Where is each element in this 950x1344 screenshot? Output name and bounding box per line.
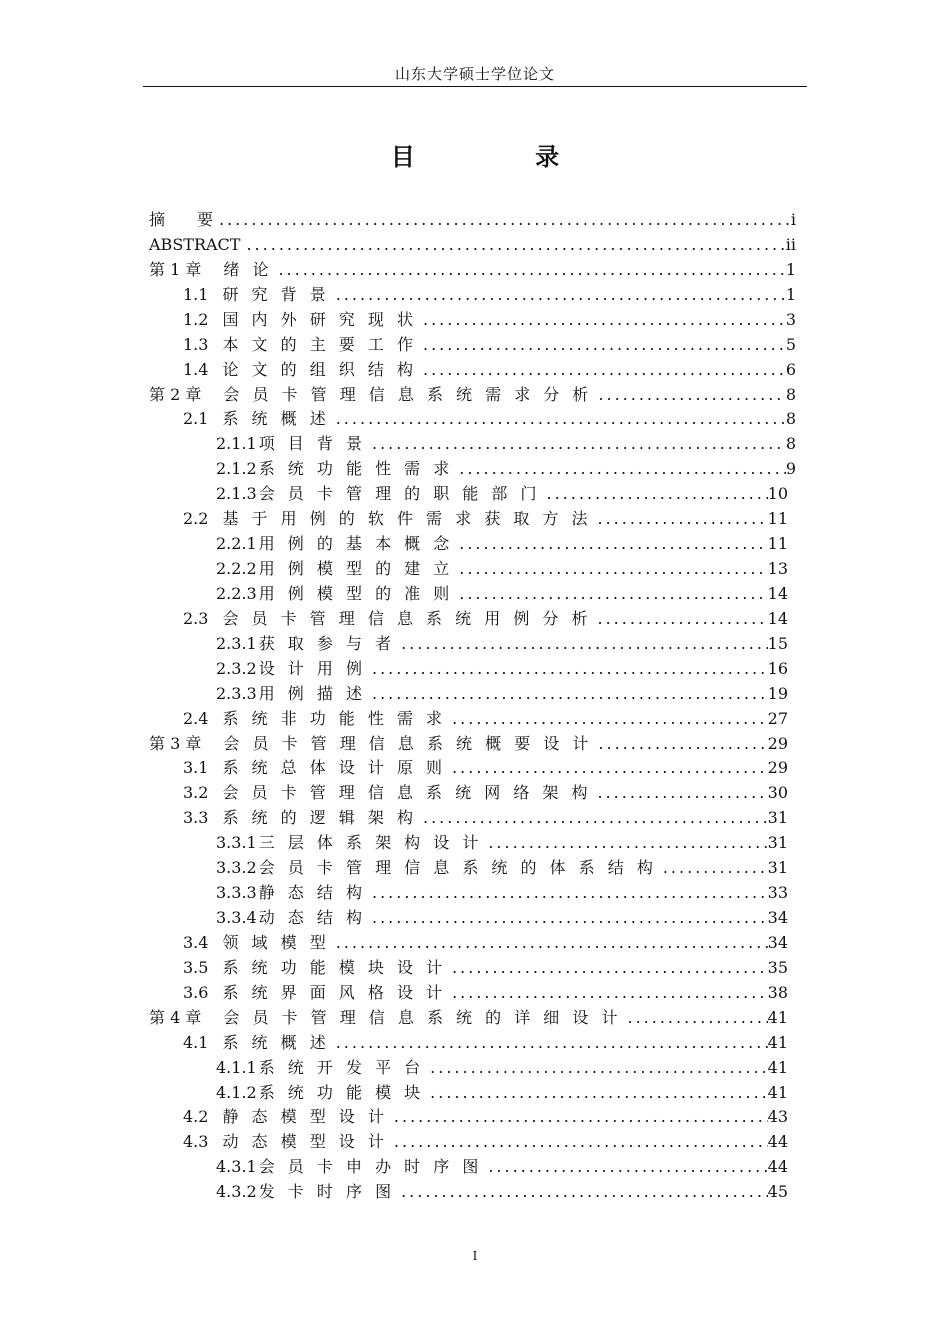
toc-page-number: 44	[767, 1132, 788, 1152]
toc-entry-label	[216, 632, 395, 656]
toc-entry-text: 系 统 功 能 模 块	[258, 1082, 425, 1102]
toc-entry-number: 1.2	[183, 309, 209, 329]
toc-page-number: 34	[767, 932, 788, 952]
footer-page-number: I	[472, 1249, 478, 1263]
toc-entry-label	[183, 308, 417, 332]
toc-dot-leader	[453, 532, 767, 556]
toc-dot-leader	[388, 1105, 768, 1129]
toc-entry-number: 3.4	[183, 932, 209, 952]
toc-entry-number: 1.4	[183, 359, 209, 379]
toc-dot-leader	[388, 1130, 768, 1154]
toc-entry-label	[183, 1130, 388, 1154]
toc-entry-number: 3.3.3	[216, 883, 257, 903]
toc-entry-label	[183, 781, 592, 805]
toc-entry-label	[216, 1081, 424, 1105]
toc-entry[interactable]	[216, 557, 788, 581]
toc-entry-number: 4.1.2	[216, 1082, 257, 1102]
toc-entry-text: 会 员 卡 管 理 信 息 系 统 用 例 分 析	[222, 608, 592, 628]
toc-entry[interactable]	[183, 781, 788, 805]
toc-entry[interactable]	[183, 308, 796, 332]
toc-entry-number: 1.3	[183, 334, 209, 354]
toc-entry-label	[183, 956, 446, 980]
toc-entry-label	[183, 931, 330, 955]
toc-page-number: 10	[767, 484, 788, 504]
toc-entry[interactable]	[216, 831, 788, 855]
toc-entry-text: 设 计 用 例	[258, 658, 366, 678]
toc-page-number: 6	[785, 359, 796, 379]
toc-entry-label	[216, 657, 366, 681]
toc-dot-leader	[592, 507, 768, 531]
toc-page-number: 9	[785, 459, 796, 479]
toc-entry[interactable]	[149, 258, 796, 282]
toc-dot-leader	[417, 806, 768, 830]
toc-entry-text: 静 态 结 构	[258, 883, 366, 903]
toc-entry-label	[216, 831, 482, 855]
toc-entry[interactable]	[216, 881, 788, 905]
toc-entry-number: 3.2	[183, 783, 209, 803]
toc-dot-leader	[395, 632, 768, 656]
toc-entry-number: 第 3 章	[149, 733, 202, 753]
toc-entry[interactable]	[216, 1081, 788, 1105]
toc-dot-leader	[330, 283, 786, 307]
toc-page-number: 1	[785, 259, 796, 279]
toc-page-number: 14	[767, 583, 788, 603]
toc-entry-label	[216, 1155, 482, 1179]
toc-entry[interactable]	[183, 1031, 788, 1055]
toc-entry[interactable]	[149, 1006, 788, 1030]
toc-entry[interactable]	[216, 632, 788, 656]
toc-entry[interactable]	[149, 383, 796, 407]
toc-dot-leader	[395, 1180, 768, 1204]
toc-dot-leader	[424, 1081, 767, 1105]
toc-dot-leader	[446, 981, 768, 1005]
toc-entry-number: 2.1.2	[216, 459, 257, 479]
toc-entry-text: 发 卡 时 序 图	[258, 1182, 396, 1202]
toc-entry-label	[183, 707, 446, 731]
toc-entry-number: 2.3.1	[216, 633, 257, 653]
toc-entry[interactable]	[183, 607, 788, 631]
toc-entry-label	[183, 507, 592, 531]
toc-page-number: 11	[767, 534, 788, 554]
toc-entry-number: 2.1.1	[216, 434, 257, 454]
toc-page-number: 31	[767, 808, 788, 828]
toc-entry[interactable]	[149, 732, 788, 756]
toc-entry-text: 用 例 描 述	[258, 683, 366, 703]
toc-entry-label	[183, 806, 417, 830]
toc-entry[interactable]	[183, 806, 788, 830]
toc-dot-leader	[330, 407, 786, 431]
toc-entry-label	[149, 208, 213, 232]
toc-entry-number: 2.3	[183, 608, 209, 628]
toc-entry-label	[183, 607, 592, 631]
toc-dot-leader	[213, 208, 791, 232]
toc-entry-label	[149, 1006, 621, 1030]
toc-entry-text: 用 例 的 基 本 概 念	[258, 534, 454, 554]
toc-entry[interactable]	[216, 432, 796, 456]
toc-entry-text: 会 员 卡 管 理 信 息 系 统 的 体 系 结 构	[258, 858, 657, 878]
toc-entry-text: 系 统 开 发 平 台	[258, 1057, 425, 1077]
toc-page-number: 8	[785, 384, 796, 404]
toc-entry-text: 系 统 界 面 风 格 设 计	[222, 982, 447, 1002]
toc-entry-label	[183, 358, 417, 382]
toc-entry[interactable]	[183, 707, 788, 731]
toc-entry-number: 2.4	[183, 708, 209, 728]
toc-dot-leader	[541, 482, 768, 506]
toc-entry-number: 3.3.1	[216, 833, 257, 853]
toc-entry-number: 2.2	[183, 509, 209, 529]
toc-entry[interactable]	[216, 657, 788, 681]
toc-page-number: 29	[767, 758, 788, 778]
toc-entry-label	[149, 732, 592, 756]
toc-dot-leader	[272, 258, 785, 282]
toc-entry-number: 3.1	[183, 758, 209, 778]
toc-dot-leader	[417, 358, 786, 382]
toc-entry-number: 4.1.1	[216, 1057, 257, 1077]
toc-entry-text: 摘 要	[149, 210, 214, 229]
toc-entry-number: 3.6	[183, 982, 209, 1002]
toc-entry-text: 动 态 结 构	[258, 908, 366, 928]
toc-page-number: 35	[767, 957, 788, 977]
toc-entry-text: 系 统 功 能 模 块 设 计	[222, 957, 447, 977]
toc-entry-text: 用 例 模 型 的 准 则	[258, 583, 454, 603]
toc-dot-leader	[446, 956, 768, 980]
toc-entry-number: 3.3	[183, 808, 209, 828]
toc-entry-number: 3.5	[183, 957, 209, 977]
toc-entry-number: 4.3	[183, 1132, 209, 1152]
toc-entry-text: 获 取 参 与 者	[258, 633, 396, 653]
toc-entry-text: 三 层 体 系 架 构 设 计	[258, 833, 483, 853]
toc-dot-leader	[366, 432, 786, 456]
toc-entry[interactable]	[216, 482, 788, 506]
toc-entry-label	[183, 1105, 388, 1129]
toc-page-number: 3	[785, 309, 796, 329]
toc-entry-label	[216, 1180, 395, 1204]
toc-entry-label	[216, 881, 366, 905]
toc-entry-label	[149, 233, 240, 257]
toc-entry-number: 第 2 章	[149, 384, 202, 404]
toc-entry-number: 2.3.2	[216, 658, 257, 678]
toc-page-number: 19	[767, 683, 788, 703]
toc-entry-text: 系 统 的 逻 辑 架 构	[222, 808, 417, 828]
toc-entry[interactable]	[183, 358, 796, 382]
toc-entry-label	[149, 383, 592, 407]
toc-entry-label	[216, 482, 541, 506]
toc-page-number: 43	[767, 1107, 788, 1127]
toc-entry-text: 领 域 模 型	[222, 932, 330, 952]
toc-entry[interactable]	[216, 1155, 788, 1179]
toc-entry-text: 会 员 卡 管 理 信 息 系 统 概 要 设 计	[223, 733, 593, 753]
toc-entry[interactable]	[183, 333, 796, 357]
toc-entry-number: 2.1.3	[216, 484, 257, 504]
toc-entry[interactable]	[216, 582, 788, 606]
toc-entry-label	[216, 856, 657, 880]
toc-page-number: 1	[785, 284, 796, 304]
toc-page-number: 44	[767, 1157, 788, 1177]
toc-entry-number: 4.1	[183, 1032, 209, 1052]
toc-dot-leader	[424, 1056, 767, 1080]
toc-dot-leader	[417, 308, 786, 332]
toc-title: 目 录	[390, 143, 616, 171]
toc-entry-number: 3.3.4	[216, 908, 257, 928]
toc-page-number: 16	[767, 658, 788, 678]
toc-dot-leader	[592, 383, 785, 407]
toc-page-number: ii	[785, 234, 796, 254]
toc-dot-leader	[592, 607, 768, 631]
toc-entry[interactable]	[183, 756, 788, 780]
toc-entry-label	[149, 258, 272, 282]
toc-entry-text: 系 统 非 功 能 性 需 求	[222, 708, 447, 728]
toc-dot-leader	[366, 881, 768, 905]
toc-entry-text: 项 目 背 景	[258, 434, 366, 454]
toc-entry[interactable]	[183, 507, 788, 531]
toc-entry-number: 2.2.3	[216, 583, 257, 603]
toc-dot-leader	[446, 707, 768, 731]
toc-entry[interactable]	[216, 1180, 788, 1204]
toc-entry-label	[183, 981, 446, 1005]
toc-page-number: 5	[785, 334, 796, 354]
toc-page-number: 8	[785, 409, 796, 429]
toc-entry-number: 4.3.1	[216, 1157, 257, 1177]
toc-entry-text: 会 员 卡 管 理 的 职 能 部 门	[258, 484, 541, 504]
toc-page-number: 14	[767, 608, 788, 628]
toc-entry-label	[183, 333, 417, 357]
toc-entry-label	[216, 532, 453, 556]
toc-entry-label	[216, 557, 453, 581]
toc-dot-leader	[330, 1031, 768, 1055]
toc-entry-text: 会 员 卡 管 理 信 息 系 统 需 求 分 析	[223, 384, 593, 404]
toc-dot-leader	[446, 756, 768, 780]
toc-entry-number: 第 1 章	[149, 259, 202, 279]
toc-entry-label	[183, 407, 330, 431]
toc-entry[interactable]	[183, 1130, 788, 1154]
toc-page-number: 41	[767, 1057, 788, 1077]
toc-entry-text: 本 文 的 主 要 工 作	[222, 334, 417, 354]
toc-dot-leader	[657, 856, 768, 880]
toc-dot-leader	[482, 1155, 767, 1179]
toc-entry[interactable]	[216, 1056, 788, 1080]
toc-entry-text: 基 于 用 例 的 软 件 需 求 获 取 方 法	[222, 509, 592, 529]
toc-entry-number: 2.1	[183, 409, 209, 429]
toc-page-number: 15	[767, 633, 788, 653]
toc-entry-label	[183, 1031, 330, 1055]
toc-dot-leader	[621, 1006, 767, 1030]
toc-page-number: 30	[767, 783, 788, 803]
toc-entry-text: 绪 论	[223, 259, 273, 279]
toc-entry[interactable]	[216, 532, 788, 556]
toc-entry-text: 会 员 卡 申 办 时 序 图	[258, 1157, 483, 1177]
toc-entry-text: 会 员 卡 管 理 信 息 系 统 的 详 细 设 计	[223, 1007, 622, 1027]
toc-dot-leader	[330, 931, 768, 955]
toc-page-number: 41	[767, 1007, 788, 1027]
toc-entry-label	[183, 756, 446, 780]
toc-page-number: 29	[767, 733, 788, 753]
toc-entry-number: 1.1	[183, 284, 209, 304]
toc-dot-leader	[240, 233, 785, 257]
toc-entry[interactable]	[149, 208, 796, 232]
toc-entry[interactable]	[149, 233, 796, 257]
toc-entry[interactable]	[216, 856, 788, 880]
toc-dot-leader	[453, 582, 767, 606]
toc-page-number: 41	[767, 1032, 788, 1052]
toc-page-number: 31	[767, 833, 788, 853]
toc-dot-leader	[453, 557, 767, 581]
toc-dot-leader	[453, 457, 786, 481]
toc-entry-number: 2.2.2	[216, 559, 257, 579]
toc-dot-leader	[592, 732, 767, 756]
toc-page-number: 8	[785, 434, 796, 454]
toc-entry-number: 4.2	[183, 1107, 209, 1127]
toc-entry-text: 系 统 总 体 设 计 原 则	[222, 758, 447, 778]
toc-entry-label	[216, 906, 366, 930]
toc-page-number: 27	[767, 708, 788, 728]
toc-entry-number: 2.2.1	[216, 534, 257, 554]
toc-page-number: 45	[767, 1182, 788, 1202]
toc-entry[interactable]	[183, 283, 796, 307]
toc-entry-text: ABSTRACT	[149, 234, 241, 254]
toc-entry-text: 论 文 的 组 织 结 构	[222, 359, 417, 379]
toc-dot-leader	[417, 333, 786, 357]
toc-entry[interactable]	[183, 956, 788, 980]
toc-entry[interactable]	[216, 906, 788, 930]
toc-dot-leader	[366, 682, 768, 706]
toc-entry[interactable]	[183, 981, 788, 1005]
toc-entry-label	[216, 432, 366, 456]
toc-entry-label	[216, 457, 453, 481]
toc-page-number: 11	[767, 509, 788, 529]
toc-entry[interactable]	[183, 1105, 788, 1129]
toc-entry-text: 用 例 模 型 的 建 立	[258, 559, 454, 579]
toc-dot-leader	[366, 906, 768, 930]
toc-dot-leader	[366, 657, 768, 681]
toc-page-number: 41	[767, 1082, 788, 1102]
toc-entry[interactable]	[216, 682, 788, 706]
toc-entry-number: 4.3.2	[216, 1182, 257, 1202]
toc-page-number: 34	[767, 908, 788, 928]
toc-entry[interactable]	[216, 457, 796, 481]
toc-entry-text: 系 统 概 述	[222, 409, 330, 429]
toc-entry-text: 系 统 概 述	[222, 1032, 330, 1052]
toc-entry-number: 第 4 章	[149, 1007, 202, 1027]
toc-dot-leader	[592, 781, 768, 805]
toc-page-number: 31	[767, 858, 788, 878]
toc-page-number: 33	[767, 883, 788, 903]
toc-entry-label	[216, 682, 366, 706]
toc-page-number: 13	[767, 559, 788, 579]
running-header: 山东大学硕士学位论文	[394, 65, 555, 83]
toc-entry[interactable]	[183, 407, 796, 431]
toc-entry-number: 3.3.2	[216, 858, 257, 878]
toc-entry-text: 静 态 模 型 设 计	[222, 1107, 388, 1127]
toc-page-number: i	[790, 210, 796, 229]
toc-dot-leader	[482, 831, 767, 855]
toc-entry-label	[216, 582, 453, 606]
toc-entry-label	[183, 283, 330, 307]
toc-entry-text: 系 统 功 能 性 需 求	[258, 459, 454, 479]
toc-entry-text: 国 内 外 研 究 现 状	[222, 309, 417, 329]
toc-entry-text: 研 究 背 景	[222, 284, 330, 304]
toc-entry-text: 会 员 卡 管 理 信 息 系 统 网 络 架 构	[222, 783, 592, 803]
toc-entry-number: 2.3.3	[216, 683, 257, 703]
toc-page-number: 38	[767, 982, 788, 1002]
toc-entry[interactable]	[183, 931, 788, 955]
toc-entry-label	[216, 1056, 424, 1080]
toc-entry-text: 动 态 模 型 设 计	[222, 1132, 388, 1152]
